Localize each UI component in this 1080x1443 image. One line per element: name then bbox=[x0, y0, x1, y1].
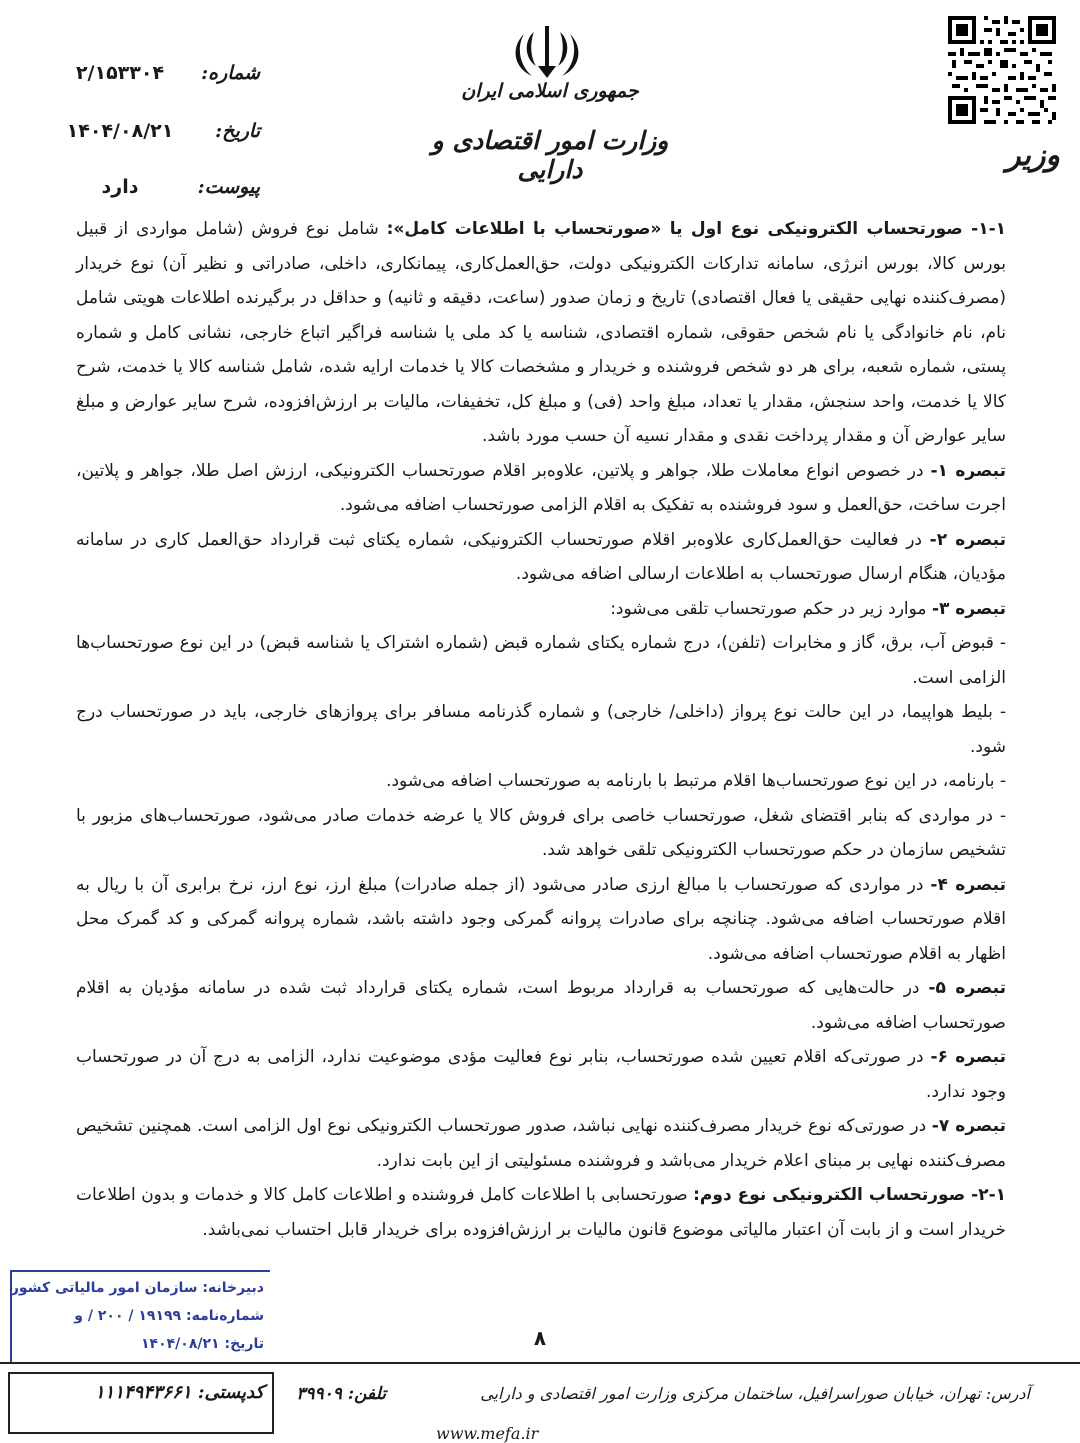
note-2 bbox=[76, 523, 1006, 592]
letter-body bbox=[76, 212, 1006, 1247]
minister-label: وزیر bbox=[1006, 138, 1060, 173]
letter-date-value: ۱۴۰۴/۰۸/۲۱ bbox=[66, 120, 174, 142]
page-number: ۸ bbox=[533, 1326, 547, 1350]
section-1-2-heading: ۲-۱- صورتحساب الکترونیکی نوع دوم: bbox=[693, 1185, 1006, 1205]
note-1 bbox=[76, 454, 1006, 523]
phone-number: تلفن: ۳۹۹۰۹ bbox=[296, 1384, 386, 1404]
section-1-2-text: صورتحسابی با اطلاعات کامل فروشنده و اطلاعات کامل کالا و خدمات و بدون اطلاعات خریدار است و از بابت آن اعتبار مالیاتی موضوع قانون مالیات بر ارزش‌افزوده برای خریدار قابل احتساب نمی‌باشد. bbox=[76, 1185, 1006, 1240]
stamp-secretariat-line: دبیرخانه: سازمان امور مالیاتی کشور bbox=[10, 1280, 264, 1296]
ministry-address: آدرس: تهران، خیابان صوراسرافیل، ساختمان مرکزی وزارت امور اقتصادی و دارایی bbox=[480, 1384, 1030, 1403]
section-1-2 bbox=[76, 1178, 1006, 1247]
postal-code: کدپستی: ۱۱۱۴۹۴۳۶۶۱ bbox=[94, 1382, 264, 1403]
note-4-heading: تبصره ۴- bbox=[930, 874, 1006, 895]
note-6-text: در صورتی‌که اقلام تعیین شده صورتحساب، بنابر نوع فعالیت مؤدی موضوعیت ندارد، الزامی به درج آن در صورتحساب وجود ندارد. bbox=[76, 1047, 1006, 1102]
state-name: جمهوری اسلامی ایران bbox=[461, 80, 639, 102]
note-4-text: در مواردی که صورتحساب با مبالغ ارزی صادر می‌شود (از جمله صادرات) مبلغ ارز، نوع ارز، نرخ برابری آن با ریال به اقلام صورتحساب اضافه می‌شود. چنانچه برای صادرات پروانه گمرکی وجود داشته باشد، شماره پروانه گمرکی و کد گمرک محل اظهار به اقلام صورتحساب اضافه می‌شود. bbox=[76, 874, 1006, 964]
note-3-item-waybill: - بارنامه، در این نوع صورتحساب‌ها اقلام مرتبط با بارنامه به صورتحساب اضافه می‌شود. bbox=[386, 771, 1006, 791]
letter-number-label: شماره: bbox=[201, 62, 260, 84]
ministry-name: وزارت امور اقتصادی و دارایی bbox=[431, 126, 669, 184]
note-4 bbox=[76, 868, 1006, 972]
note-3-heading: تبصره ۳- bbox=[931, 598, 1006, 619]
note-7-heading: تبصره ۷- bbox=[931, 1116, 1006, 1136]
note-6-heading: تبصره ۶- bbox=[930, 1047, 1006, 1067]
note-2-heading: تبصره ۲- bbox=[929, 529, 1006, 550]
note-5 bbox=[76, 971, 1006, 1040]
letter-number-row bbox=[60, 62, 260, 94]
note-1-heading: تبصره ۱- bbox=[930, 460, 1006, 481]
section-1-1-text: شامل نوع فروش (شامل مواردی از قبیل بورس کالا، بورس انرژی، سامانه تدارکات الکترونیکی دولت، حق‌العمل‌کاری، پیمانکاری، داخلی، صادراتی و نظیر آن) نوع خریدار (مصرف‌کننده نهایی حقیقی یا فعال اقتصادی) تاریخ و زمان صدور (ساعت، دقیقه و ثانیه) و حداقل در برگیرنده اطلاعات هویتی شامل نام، نام خانوادگی یا نام شخص حقوقی، شماره اقتصادی، شناسه یا کد ملی یا شناسه فراگیر اتباع خارجی، نشانی کامل و شماره پستی، شماره شعبه، برای هر دو شخص فروشنده و خریدار و مشخصات کالا یا خدمات ارایه شده، شامل شناسه کالا یا خدمت، شرح کالا یا خدمت، واحد سنجش، مقدار یا تعداد، مبلغ واحد (فی) و مبلغ کل، تخفیفات، مالیات بر ارزش‌افزوده، شرح سایر عوارض و مبلغ سایر عوارض آن و مقدار پرداخت نقدی و مقدار نسیه آن حسب مورد باشد. bbox=[76, 219, 1006, 446]
letter-date-row bbox=[60, 120, 260, 152]
stamp-date-line: تاریخ: ۱۴۰۴/۰۸/۲۱ bbox=[141, 1336, 264, 1352]
section-1-1 bbox=[76, 212, 1006, 454]
stamp-letter-number-line: شماره‌نامه: ۱۹۱۹۹ / ۲۰۰ / و bbox=[74, 1308, 264, 1324]
note-3-item-bills: - قبوض آب، برق، گاز و مخابرات (تلفن)، درج شماره یکتای شماره قبض (شماره اشتراک یا شناسه قبض) در این نوع صورتحساب‌ها الزامی است. bbox=[76, 633, 1006, 688]
note-1-text: در خصوص انواع معاملات طلا، جواهر و پلاتین، علاوه‌بر اقلام صورتحساب الکترونیکی، ارزش اصل طلا، جواهر و پلاتین، اجرت ساخت، حق‌العمل و سود فروشنده به تفکیک به اقلام الزامی صورتحساب اضافه می‌شود. bbox=[76, 460, 1006, 515]
qr-code-icon bbox=[948, 16, 1056, 124]
website-link[interactable]: www.mefa.ir bbox=[436, 1424, 539, 1443]
note-6 bbox=[76, 1040, 1006, 1109]
section-1-1-heading: ۱-۱- صورتحساب الکترونیکی نوع اول یا «صورتحساب با اطلاعات کامل»: bbox=[386, 219, 1006, 239]
note-3 bbox=[76, 592, 1006, 627]
attachment-value: دارد bbox=[101, 176, 139, 198]
letter-date-label: تاریخ: bbox=[215, 120, 260, 142]
note-2-text: در فعالیت حق‌العمل‌کاری علاوه‌بر اقلام صورتحساب الکترونیکی، شماره یکتای ثبت قرارداد حق‌العمل کاری در سامانه مؤدیان، هنگام ارسال صورتحساب به اطلاعات ارسالی اضافه می‌شود. bbox=[76, 529, 1006, 584]
iran-emblem-icon bbox=[512, 22, 582, 86]
secretariat-stamp bbox=[10, 1270, 270, 1364]
note-7-text: در صورتی‌که نوع خریدار مصرف‌کننده نهایی نباشد، صدور صورتحساب الکترونیکی نوع اول الزامی است. همچنین تشخیص مصرف‌کننده نهایی بر مبنای اعلام خریدار می‌باشد و فروشنده مسئولیتی از این بابت ندارد. bbox=[76, 1116, 1006, 1171]
footer-divider bbox=[0, 1362, 1080, 1364]
note-5-text: در حالت‌هایی که صورتحساب به قرارداد مربوط است، شماره یکتای قرارداد ثبت شده در سامانه مؤدیان به اقلام صورتحساب اضافه می‌شود. bbox=[76, 978, 1006, 1033]
note-7 bbox=[76, 1109, 1006, 1178]
note-3-item-airline-ticket: - بلیط هواپیما، در این حالت نوع پرواز (داخلی/ خارجی) و شماره گذرنامه مسافر برای پروازهای خارجی، باید در صورتحساب درج شود. bbox=[76, 702, 1006, 757]
note-3-item-special-invoice: - در مواردی که بنابر اقتضای شغل، صورتحساب خاصی برای فروش کالا یا عرضه خدمات صادر می‌شود، صورتحساب‌های مزبور با تشخیص سازمان در حکم صورتحساب الکترونیکی تلقی خواهد شد. bbox=[76, 805, 1006, 860]
attachment-label: پیوست: bbox=[197, 176, 260, 198]
note-5-heading: تبصره ۵- bbox=[928, 978, 1007, 998]
note-3-text: موارد زیر در حکم صورتحساب تلقی می‌شود: bbox=[610, 598, 932, 619]
letter-number-value: ۲/۱۵۳۳۰۴ bbox=[75, 62, 165, 84]
attachment-row bbox=[60, 176, 260, 208]
